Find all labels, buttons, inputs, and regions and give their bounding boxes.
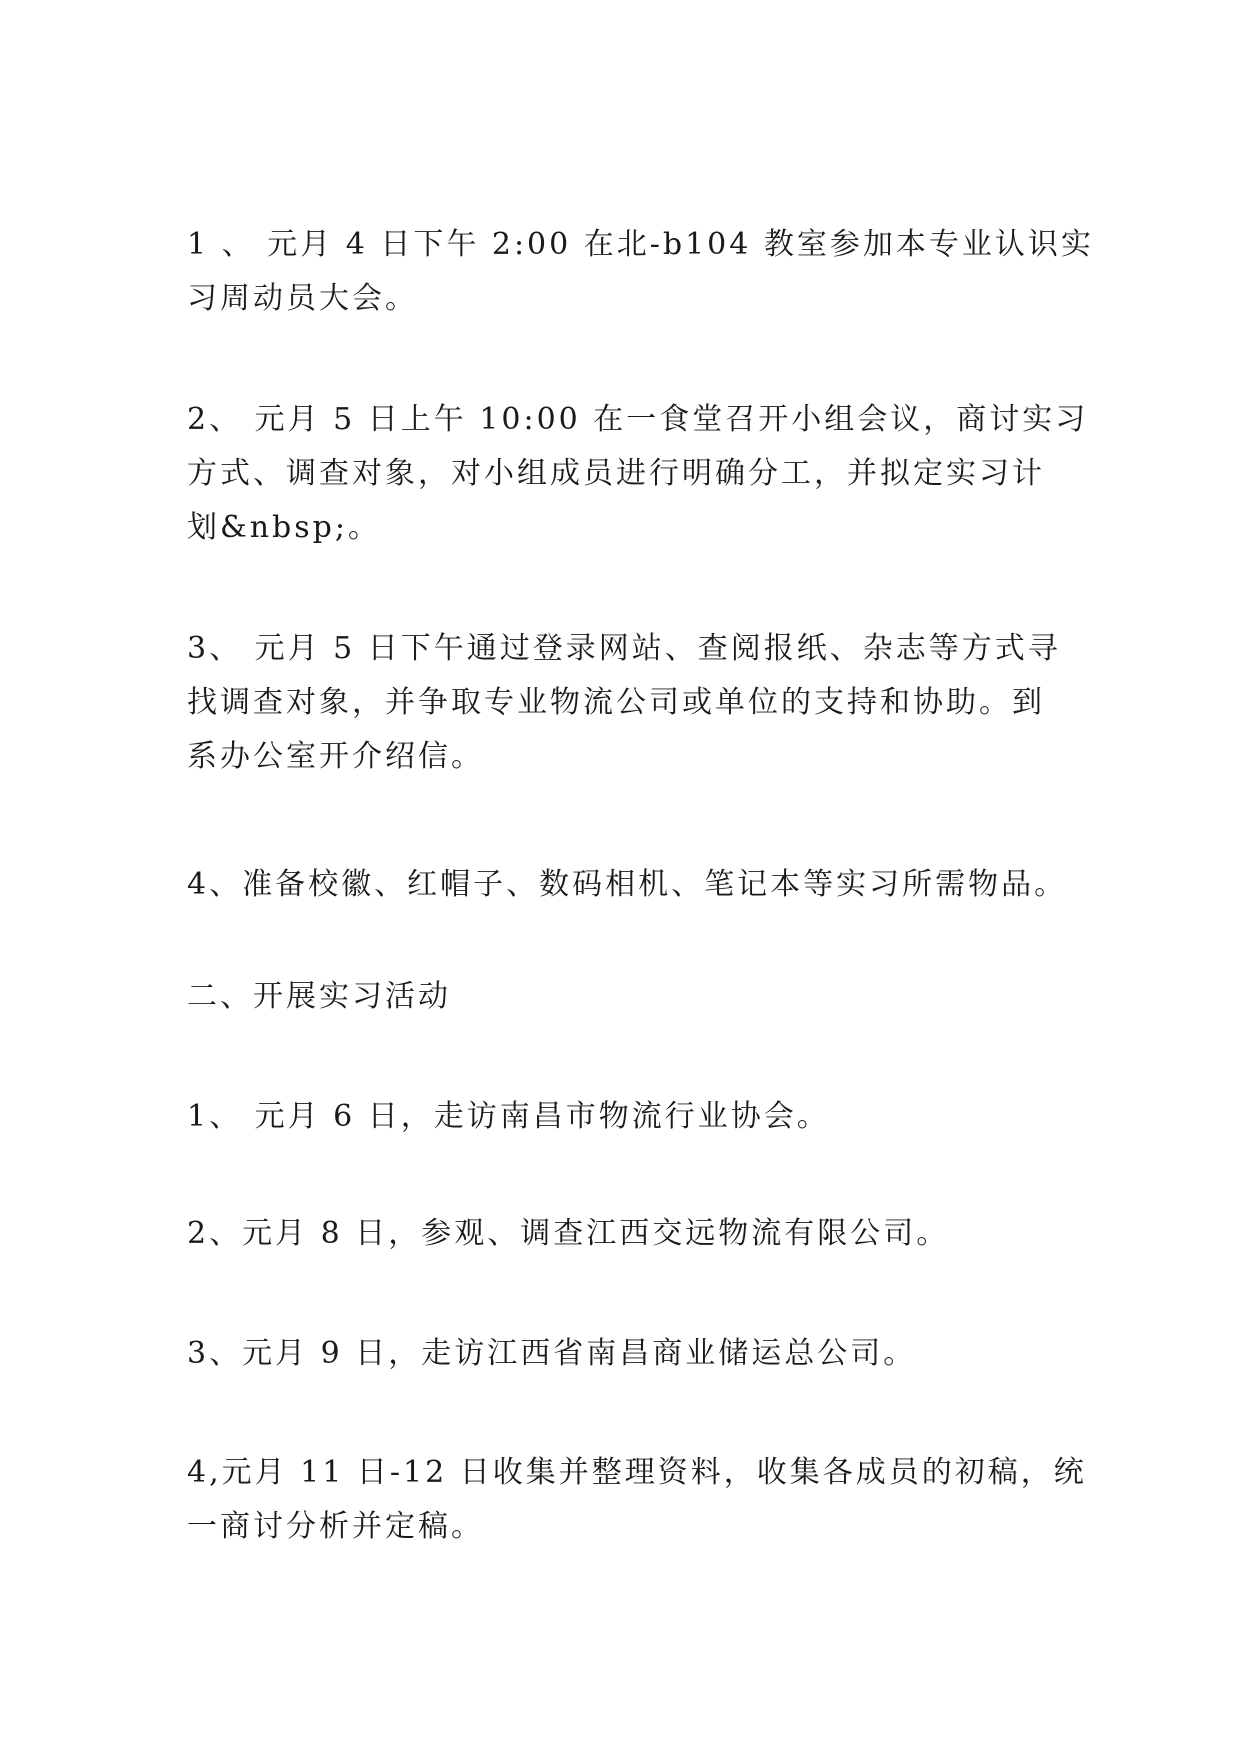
text-line: 3、元月 9 日，走访江西省南昌商业储运总公司。 xyxy=(187,1336,917,1371)
text-line: 习周动员大会。 xyxy=(187,281,418,316)
paragraph-prep-item-1 xyxy=(187,218,1094,326)
text-line: 4、准备校徽、红帽子、数码相机、笔记本等实习所需物品。 xyxy=(187,867,1068,902)
paragraph-prep-item-3 xyxy=(187,622,1067,784)
text-line: 方式、调查对象，对小组成员进行明确分工，并拟定实习计 xyxy=(187,456,1045,491)
text-line: 2、元月 8 日，参观、调查江西交远物流有限公司。 xyxy=(187,1216,950,1251)
paragraph-activity-item-1 xyxy=(187,1090,1067,1144)
text-line: 找调查对象，并争取专业物流公司或单位的支持和协助。到 xyxy=(187,685,1045,720)
text-line: 4,元月 11 日-12 日收集并整理资料，收集各成员的初稿，统 xyxy=(187,1455,1087,1490)
paragraph-activity-item-3 xyxy=(187,1327,1067,1381)
text-line: 2、 元月 5 日上午 10:00 在一食堂召开小组会议，商讨实习 xyxy=(187,402,1089,437)
text-line: 二、开展实习活动 xyxy=(187,979,451,1014)
text-line: 系办公室开介绍信。 xyxy=(187,739,484,774)
section-heading xyxy=(187,970,1067,1024)
paragraph-prep-item-2 xyxy=(187,393,1089,555)
text-line: 一商讨分析并定稿。 xyxy=(187,1509,484,1544)
paragraph-activity-item-4 xyxy=(187,1446,1087,1554)
text-line: 3、 元月 5 日下午通过登录网站、查阅报纸、杂志等方式寻 xyxy=(187,631,1061,666)
paragraph-prep-item-4 xyxy=(187,858,1067,912)
text-line: 1、 元月 6 日，走访南昌市物流行业协会。 xyxy=(187,1099,830,1134)
paragraph-activity-item-2 xyxy=(187,1207,1067,1261)
text-line: 划&nbsp;。 xyxy=(187,510,381,545)
text-line: 1 、 元月 4 日下午 2:00 在北-b104 教室参加本专业认识实 xyxy=(187,227,1094,262)
